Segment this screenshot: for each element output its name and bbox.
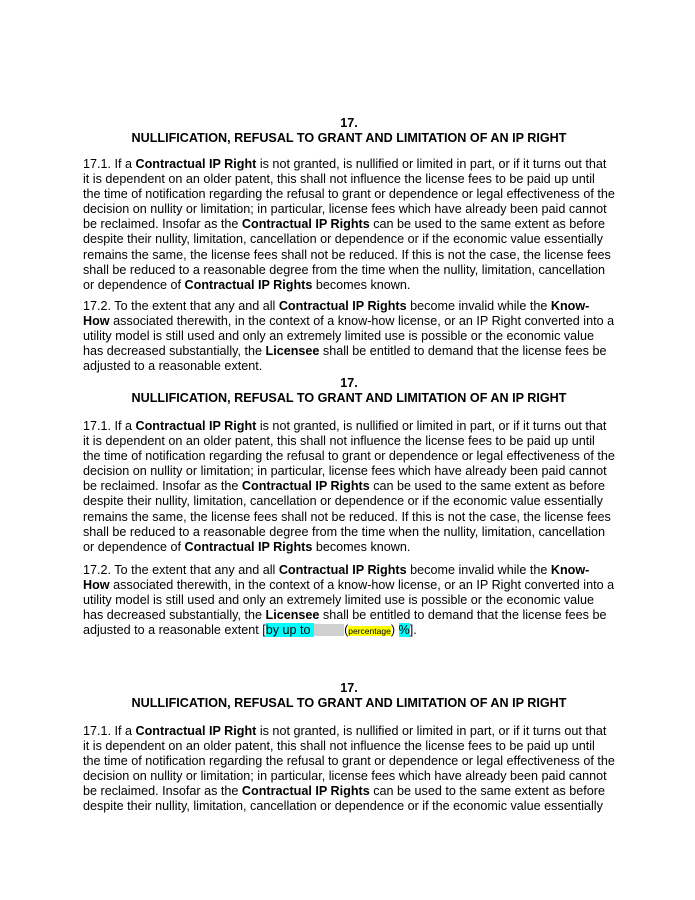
- defined-term: Know-How: [83, 299, 590, 329]
- defined-term: Licensee: [265, 608, 320, 623]
- section-3-paragraph-17-1: [83, 724, 615, 815]
- text: can be used to the same extent as before despite their nullity, limitation, cancellation or dependence or if the economic value essentially remains the same, the license fees shall not be reduced. If this is not the case, the license fees shall be reduced to a reasonable degree from the time when the nullity, limitation, cancellation or dependence of: [83, 479, 611, 554]
- defined-term: Contractual IP Rights: [241, 217, 370, 232]
- section-2-paragraph-17-1: [83, 419, 615, 555]
- text: 17.2. To the extent that any and all: [83, 563, 279, 577]
- defined-term: Contractual IP Right: [135, 724, 257, 738]
- text: becomes known.: [312, 277, 411, 292]
- section-1-paragraph-17-1: [83, 157, 615, 293]
- section-2-paragraph-17-2: [83, 563, 615, 639]
- section-1-paragraph-17-2: [83, 299, 615, 374]
- text: is not granted, is nullified or limited in part, or if it turns out that it is dependent on an older patent, this shall not influence the license fees to be paid up until the time of notification regarding the refusal to grant or dependence or legal effectiveness of the decision on nullity or limitation; in particular, license fees which have already been paid cannot be reclaimed. Insofar as the: [83, 157, 615, 232]
- defined-term: Contractual IP Rights: [278, 299, 407, 313]
- text: ].: [409, 623, 417, 638]
- text: become invalid while the: [406, 299, 551, 313]
- defined-term: Contractual IP Right: [135, 419, 257, 433]
- highlighted-placeholder: by up to: [265, 623, 315, 638]
- section-number: 17.: [340, 116, 358, 130]
- defined-term: Contractual IP Rights: [278, 563, 407, 577]
- text: 17.1. If a: [83, 724, 136, 738]
- section-title: NULLIFICATION, REFUSAL TO GRANT AND LIMITATION OF AN IP RIGHT: [131, 131, 567, 146]
- text: (: [344, 623, 349, 638]
- section-number: 17.: [340, 681, 358, 695]
- text: ): [390, 623, 399, 638]
- section-3-heading: [83, 681, 615, 711]
- text: can be used to the same extent as before despite their nullity, limitation, cancellation or dependence or if the economic value essentially remains the same, the license fees shall not be reduced. If this is not the case, the license fees shall be reduced to a reasonable degree from the time when the nullity, limitation, cancellation or dependence of: [83, 217, 611, 292]
- text: 17.1. If a: [83, 157, 136, 171]
- section-title: NULLIFICATION, REFUSAL TO GRANT AND LIMITATION OF AN IP RIGHT: [131, 391, 567, 406]
- text: shall be entitled to demand that the license fees be adjusted to a reasonable extent [: [83, 608, 607, 638]
- defined-term: Contractual IP Rights: [241, 784, 370, 799]
- defined-term: Contractual IP Right: [135, 157, 257, 171]
- text: can be used to the same extent as before despite their nullity, limitation, cancellation or dependence or if the economic value essentially: [83, 784, 605, 814]
- defined-term: Contractual IP Rights: [184, 277, 313, 292]
- defined-term: Know-How: [83, 563, 590, 593]
- text: becomes known.: [312, 539, 411, 554]
- defined-term: Licensee: [265, 344, 320, 359]
- section-2-heading: [83, 376, 615, 406]
- section-number: 17.: [340, 376, 358, 390]
- text: is not granted, is nullified or limited in part, or if it turns out that it is dependent on an older patent, this shall not influence the license fees to be paid up until the time of notification regarding the refusal to grant or dependence or legal effectiveness of the decision on nullity or limitation; in particular, license fees which have already been paid cannot be reclaimed. Insofar as the: [83, 419, 615, 494]
- defined-term: Contractual IP Rights: [241, 479, 370, 494]
- text: 17.2. To the extent that any and all: [83, 299, 279, 313]
- blank-input-field[interactable]: [314, 624, 344, 636]
- text: become invalid while the: [406, 563, 551, 577]
- text: associated therewith, in the context of a know-how license, or an IP Right converted into a utility model is still used and only an extremely limited use is possible or the economic value has decreased substantially, the: [83, 578, 615, 623]
- defined-term: Contractual IP Rights: [184, 539, 313, 554]
- text: shall be entitled to demand that the license fees be adjusted to a reasonable extent.: [83, 344, 607, 374]
- text: 17.1. If a: [83, 419, 136, 433]
- placeholder-hint: percentage: [348, 626, 391, 637]
- section-1-heading: [83, 116, 615, 146]
- text: associated therewith, in the context of a know-how license, or an IP Right converted into a utility model is still used and only an extremely limited use is possible or the economic value has decreased substantially, the: [83, 314, 615, 359]
- highlighted-percent: %: [398, 623, 410, 638]
- section-title: NULLIFICATION, REFUSAL TO GRANT AND LIMITATION OF AN IP RIGHT: [131, 696, 567, 711]
- text: is not granted, is nullified or limited in part, or if it turns out that it is dependent on an older patent, this shall not influence the license fees to be paid up until the time of notification regarding the refusal to grant or dependence or legal effectiveness of the decision on nullity or limitation; in particular, license fees which have already been paid cannot be reclaimed. Insofar as the: [83, 724, 615, 799]
